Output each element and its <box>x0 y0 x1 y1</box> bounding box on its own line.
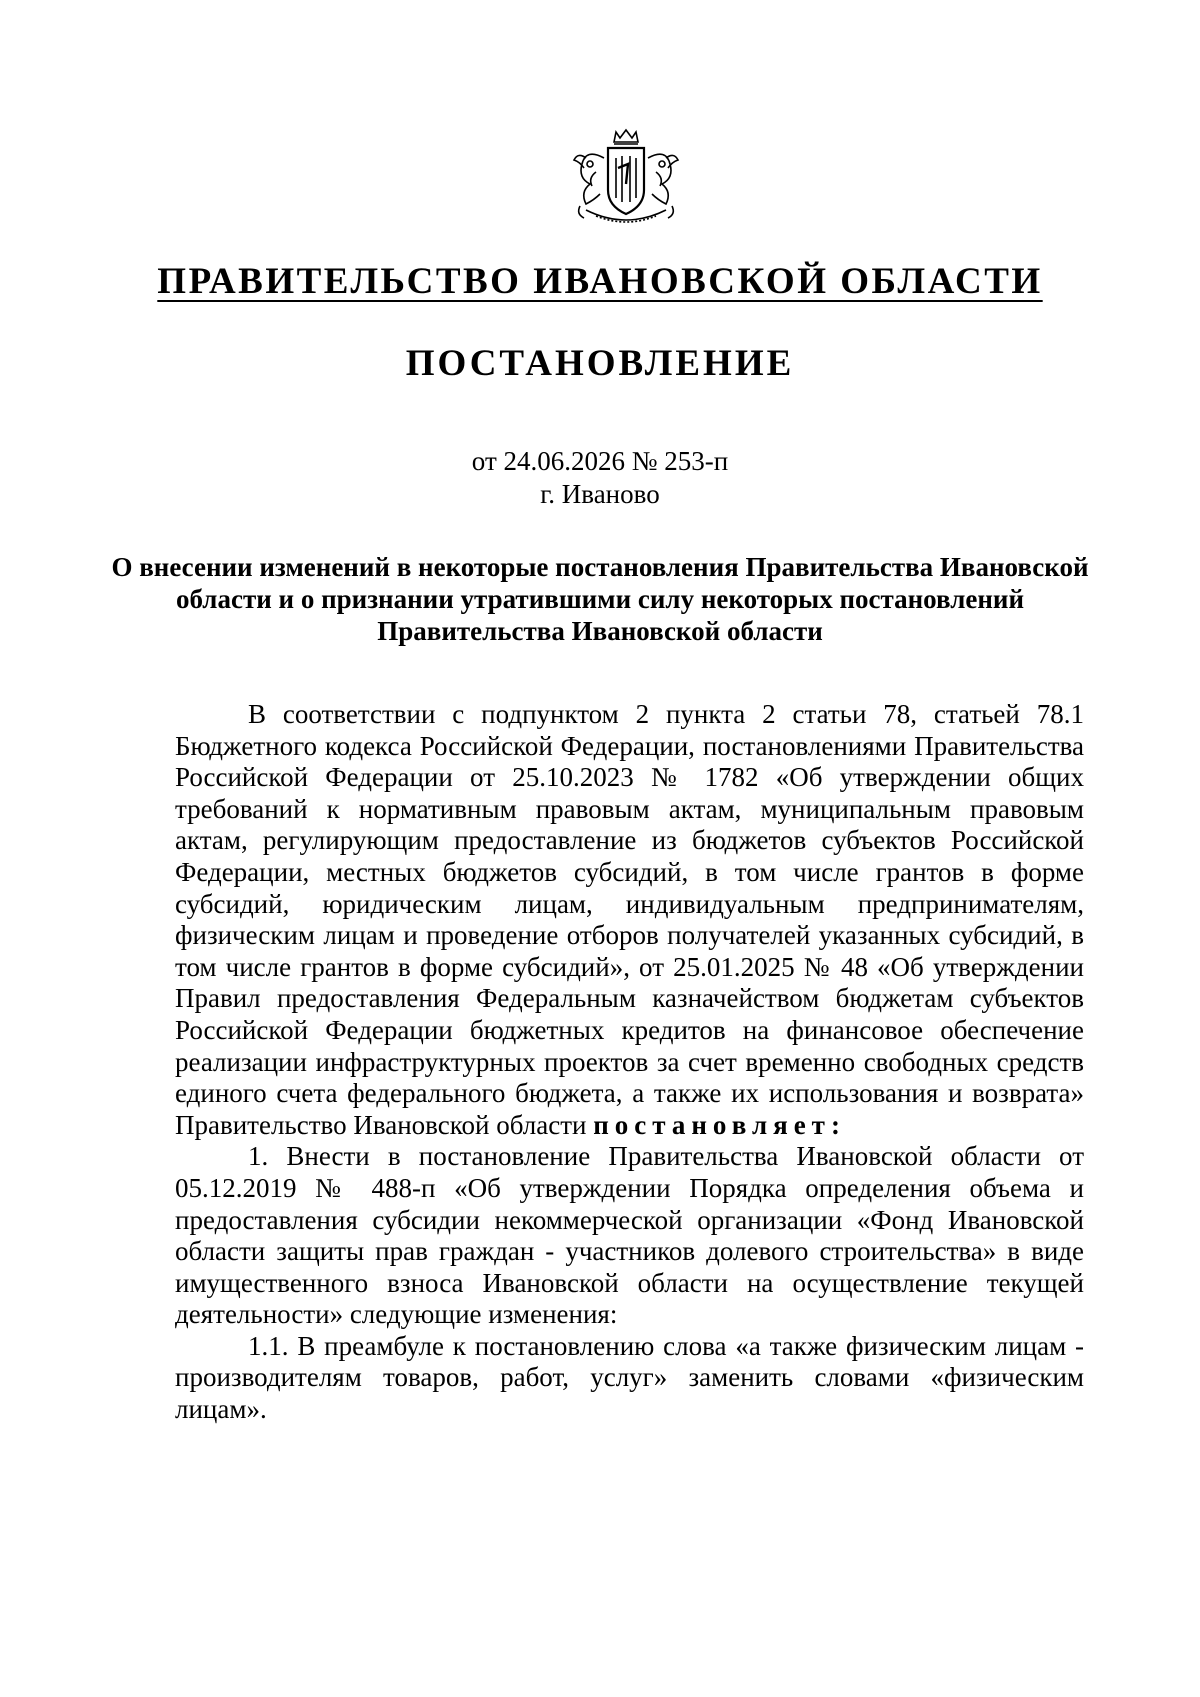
decree-word: постановляет: <box>593 1109 846 1140</box>
document-heading: О внесении изменений в некоторые постановления Правительства Ивановской области и о признании утратившими силу некоторых постановлений Правительства Ивановской области <box>111 552 1089 646</box>
preamble-paragraph <box>175 699 1084 1141</box>
document-type: ПОСТАНОВЛЕНИЕ <box>405 343 795 384</box>
item-1-paragraph: 1. Внести в постановление Правительства Ивановской области от 05.12.2019 № 488-п «Об утверждении Порядка определения объема и предоставления субсидии некоммерческой организации «Фонд Ивановской области защиты прав граждан - участников долевого строительства» в виде имущественного взноса Ивановской области на осуществление текущей деятельности» следующие изменения: <box>175 1141 1084 1330</box>
date-block <box>0 445 1200 511</box>
document-body <box>175 699 1084 1426</box>
preamble-text: В соответствии с подпунктом 2 пункта 2 статьи 78, статьей 78.1 Бюджетного кодекса Российской Федерации, постановлениями Правительства Российской Федерации от 25.10.2023 № 1782 «Об утверждении общих требований к нормативным правовым актам, муниципальным правовым актам, регулирующим предоставление из бюджетов субъектов Российской Федерации, местных бюджетов субсидий, в том числе грантов в форме субсидий, юридическим лицам, индивидуальным предпринимателям, физическим лицам и проведение отборов получателей указанных субсидий, в том числе грантов в форме субсидий», от 25.01.2025 № 48 «Об утверждении Правил предоставления Федеральным казначейством бюджетам субъектов Российской Федерации бюджетных кредитов на финансовое обеспечение реализации инфраструктурных проектов за счет временно свободных средств единого счета федерального бюджета, а также их использования и возврата» Правительство Ивановской области <box>175 699 1084 1140</box>
organization-title <box>0 260 1200 303</box>
coat-of-arms-icon <box>556 128 696 228</box>
item-1-1-paragraph: 1.1. В преамбуле к постановлению слова «а также физическим лицам - производителям товаров, работ, услуг» заменить словами «физическим лицам». <box>175 1330 1084 1425</box>
organization-title-text: ПРАВИТЕЛЬСТВО ИВАНОВСКОЙ ОБЛАСТИ <box>157 261 1043 302</box>
city: г. Иваново <box>540 479 660 509</box>
date-number: от 24.06.2026 № 253-п <box>471 446 729 476</box>
